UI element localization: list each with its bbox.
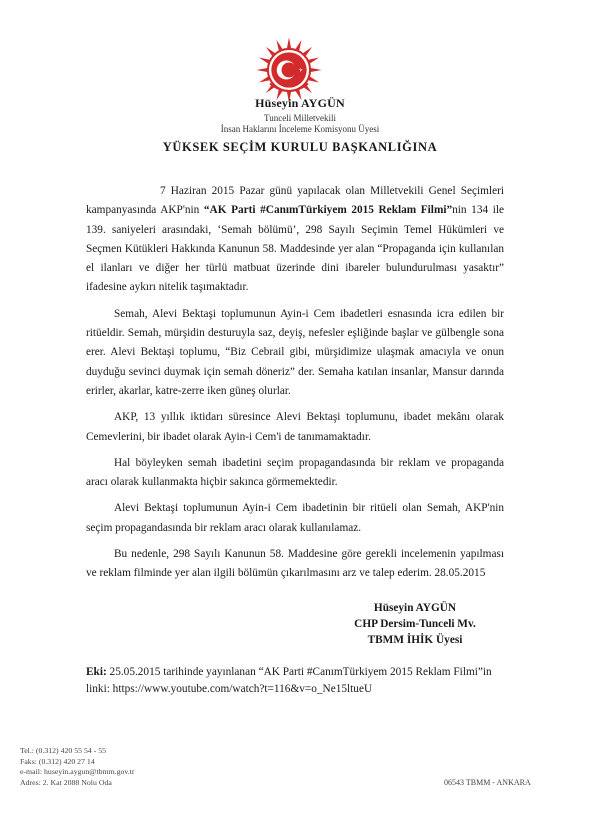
footer-address: Adres: 2. Kat 2088 Nolu Oda xyxy=(20,777,112,787)
tbmm-emblem-icon xyxy=(255,36,323,104)
footer-fax: Faks: (0.312) 420 27 14 xyxy=(20,756,95,766)
sender-committee: İnsan Haklarını İnceleme Komisyonu Üyesi xyxy=(220,124,380,134)
paragraph-3: AKP, 13 yıllık iktidarı süresince Alevi Bektaşi toplumunu, ibadet mekânı olarak Cemevlerini, bir ibadet olarak Ayin-i Cem'i de tanımamaktadır. xyxy=(86,411,504,443)
footer-phone: Tel.: (0.312) 420 55 54 - 55 xyxy=(20,746,107,755)
attachment-text: 25.05.2015 tarihinde yayınlanan “AK Parti #CanımTürkiyem 2015 Reklam Filmi”in linki: https://www.youtube.com/watch?t=116&v=o_Ne15ltueU xyxy=(86,666,492,695)
paragraph-6: Bu nedenle, 298 Sayılı Kanunun 58. Maddesine göre gerekli incelemenin yapılması ve reklam filminde yer alan ilgili bölümün çıkarılmasını arz ve talep ederim. 28.05.2015 xyxy=(86,548,504,580)
paragraph-1-end: nin 134 ile 139. saniyeleri arasındaki, ‘Semah bölümü’, 298 Sayılı Seçimin Temel Hükümleri ve Seçmen Kütükleri Hakkında Kanunun 58. Maddesinde yer alan “Propaganda için kullanılan el ilanları ve diğer her türlü matbuat üzerinde dini ibareler bulundurulması yasaktır” ifadesine aykırı nitelik taşımaktadır. xyxy=(86,204,504,294)
letter-body xyxy=(86,182,504,591)
paragraph-1 xyxy=(86,182,504,298)
signature-name: Hüseyin AYGÜN xyxy=(373,602,457,614)
paragraph-2: Semah, Alevi Bektaşi toplumunun Ayin-i Cem ibadetleri esnasında icra edilen bir ritüeldir. Semah, mürşidin desturuyla saz, deyiş, nefesler eşliğinde başlar ve gülbengle sona erer. Alevi Bektaşi toplumu, “Biz Cebrail gibi, mürşidimize ulaşmak amacıyla ve onun duyduğu sevinci duymak için semah döneriz” der. Semaha katılan insanlar, Mansur darında erirler, akarlar, katre-zerre iken güneş olurlar. xyxy=(86,307,504,397)
attachment-note xyxy=(86,664,506,698)
sender-name: Hüseyin AYGÜN xyxy=(255,96,345,110)
recipient-heading: YÜKSEK SEÇİM KURULU BAŞKANLIĞINA xyxy=(162,140,438,154)
paragraph-5: Alevi Bektaşi toplumunun Ayin-i Cem ibadetinin bir ritüeli olan Semah, AKP'nin seçim propagandasında bir reklam aracı olarak kullanılamaz. xyxy=(86,502,504,534)
paragraph-4: Hal böyleyken semah ibadetini seçim propagandasında bir reklam ve propaganda aracı olarak kullanmakta hiçbir sakınca görmemektedir. xyxy=(86,456,504,489)
ad-film-title: “AK Parti #CanımTürkiyem 2015 Reklam Filmi” xyxy=(203,204,453,217)
attachment-label: Eki: xyxy=(86,666,107,678)
contact-footer xyxy=(20,746,135,788)
footer-city: 06543 TBMM - ANKARA xyxy=(444,778,531,787)
signature-party: CHP Dersim-Tunceli Mv. xyxy=(354,618,476,630)
signature-role: TBMM İHİK Üyesi xyxy=(367,634,463,646)
footer-email: e-mail: huseyin.aygun@tbmm.gov.tr xyxy=(20,767,135,777)
paragraph-1-start: 7 Haziran 2015 Pazar günü yapılacak olan Milletvekili Genel Seçimleri kampanyasında AKP'nin xyxy=(86,185,504,217)
sender-title: Tunceli Milletvekili xyxy=(264,113,336,123)
signature-block xyxy=(335,600,495,648)
